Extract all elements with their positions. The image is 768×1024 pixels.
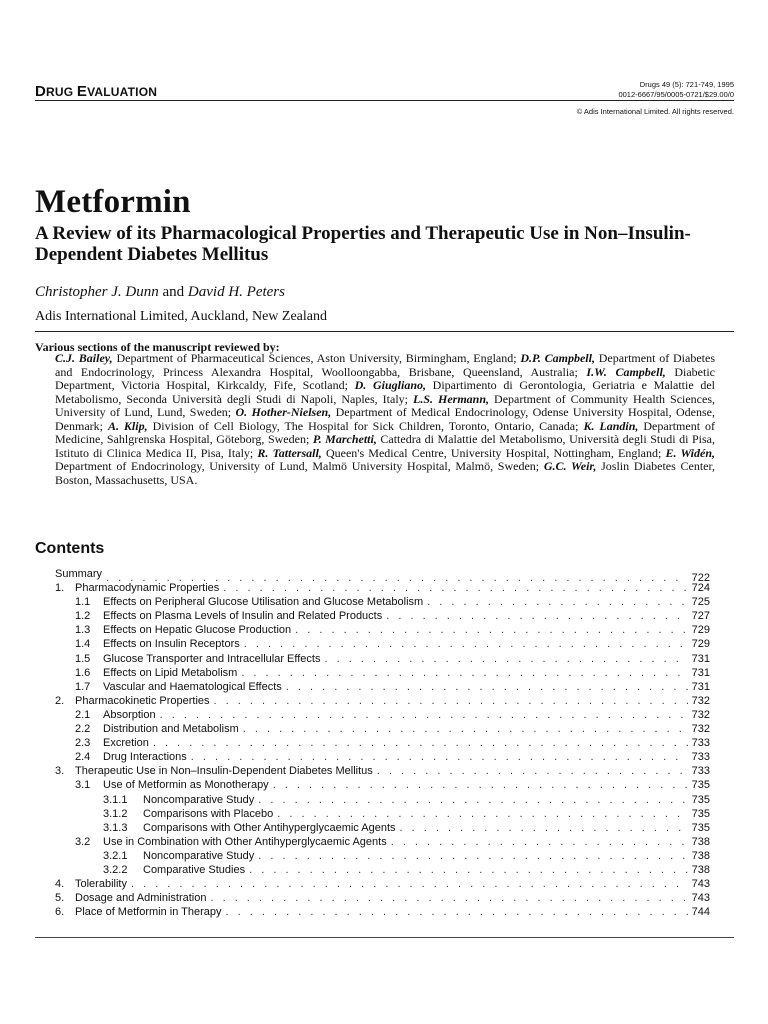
toc-entry-number: 3.2 [75, 835, 91, 848]
toc-entry[interactable] [55, 567, 710, 585]
toc-entry-label: Effects on Lipid Metabolism [103, 666, 238, 679]
toc-entry-label: Summary [55, 568, 103, 580]
toc-entry-number: 2.3 [75, 737, 91, 750]
toc-entry-number: 3.1.2 [103, 807, 128, 820]
toc-leader-dots [210, 891, 687, 905]
toc-entry-label: Vascular and Haematological Effects [103, 680, 282, 693]
toc-leader-dots [427, 595, 687, 609]
toc-entry[interactable] [55, 623, 710, 637]
toc-entry[interactable] [55, 863, 710, 877]
toc-entry-label: Glucose Transporter and Intracellular Effects [103, 652, 321, 665]
contents-heading: Contents [35, 540, 105, 557]
toc-entry-number: 1.4 [75, 638, 91, 651]
reviewer-affiliation: Department of Medical Endocrinology, Odense University Hospital, Odense, Denmark; [55, 405, 715, 433]
toc-leader-dots [153, 736, 688, 750]
reviewer-name: P. Marchetti, [312, 432, 377, 446]
toc-entry-number: 5. [55, 892, 65, 905]
reviewer-name: E. Widén, [665, 445, 716, 460]
toc-entry-page: 733 [691, 737, 710, 750]
toc-leader-dots [191, 750, 688, 764]
reviewer-affiliation: Queen's Medical Centre, University Hospital, Nottingham, England; [321, 445, 666, 460]
toc-entry-number: 3.1 [75, 779, 91, 792]
toc-entry[interactable] [55, 891, 710, 905]
reviewer-name: D.P. Campbell, [520, 351, 595, 365]
toc-entry-label: Excretion [103, 737, 149, 750]
toc-entry-number: 2. [55, 694, 65, 707]
reviewer-affiliation: Joslin Diabetes Center, Boston, Massachusetts, USA. [55, 459, 716, 487]
toc-entry-label: Comparisons with Placebo [143, 807, 274, 820]
reviewer-name: A. Klip, [107, 418, 148, 433]
citation-line: Drugs 49 (5): 721-749, 1995 [639, 80, 734, 89]
toc-entry-label: Tolerability [75, 878, 127, 891]
toc-entry-page: 724 [691, 582, 710, 595]
toc-entry-number: 1.6 [75, 666, 91, 679]
toc-leader-dots [386, 609, 687, 623]
toc-leader-dots [377, 764, 688, 778]
toc-entry-label: Drug Interactions [103, 751, 187, 764]
article-subtitle: A Review of its Pharmacological Properties and Therapeutic Use in Non–Insulin-Dependent Diabetes Mellitus [35, 223, 691, 265]
toc-entry-page: 733 [691, 751, 710, 764]
toc-leader-dots [258, 849, 687, 863]
reviewer-affiliation: Department of Medicine, Sahlgrenska Hospital, Göteborg, Sweden; [55, 418, 715, 446]
toc-entry-label: Pharmacokinetic Properties [75, 694, 210, 707]
reviewers-heading: Various sections of the manuscript reviewed by: [35, 340, 280, 354]
toc-entry-page: 735 [691, 793, 710, 806]
section-label-initial-2: E [76, 83, 88, 100]
toc-leader-dots [258, 793, 687, 807]
reviewer-affiliation: Dipartimento di Gerontologia, Geriatria e Malattie del Metabolismo, Seconda Università degli Studi di Napoli, Naples, Italy; [55, 378, 716, 406]
toc-entry-number: 1. [55, 582, 65, 595]
toc-entry[interactable] [55, 793, 710, 807]
section-label-part-2: VALUATION [87, 85, 158, 99]
toc-entry-page: 731 [691, 680, 710, 693]
toc-entry-number: 3.1.1 [103, 793, 128, 806]
toc-entry[interactable] [55, 680, 710, 694]
section-label [35, 83, 157, 100]
toc-leader-dots [241, 666, 687, 680]
toc-entry-number: 1.2 [75, 610, 91, 623]
toc-entry-page: 735 [691, 821, 710, 834]
contents-bottom-rule [35, 937, 734, 938]
toc-entry[interactable] [55, 595, 710, 609]
toc-entry-label: Dosage and Administration [75, 892, 207, 905]
author-affiliation: Adis International Limited, Auckland, New Zealand [35, 309, 327, 324]
toc-entry-page: 744 [691, 906, 710, 919]
toc-leader-dots [249, 863, 688, 877]
toc-leader-dots [286, 680, 688, 694]
toc-entry-number: 1.5 [75, 652, 91, 665]
toc-entry-label: Noncomparative Study [143, 793, 255, 806]
toc-entry-page: 738 [691, 849, 710, 862]
toc-entry-label: Therapeutic Use in Non–Insulin-Dependent Diabetes Mellitus [75, 765, 373, 778]
toc-entry-page: 732 [691, 723, 710, 736]
toc-entry-page: 738 [691, 863, 710, 876]
toc-entry[interactable] [55, 722, 710, 736]
author-separator: and [158, 284, 188, 300]
toc-entry-number: 3. [55, 765, 65, 778]
toc-entry[interactable] [55, 821, 710, 835]
author-line [35, 284, 285, 301]
toc-entry-label: Effects on Hepatic Glucose Production [103, 624, 292, 637]
publication-info [618, 80, 734, 100]
toc-entry-label: Effects on Peripheral Glucose Utilisation and Glucose Metabolism [103, 596, 424, 609]
toc-entry[interactable] [55, 581, 710, 595]
toc-entry-number: 1.3 [75, 624, 91, 637]
toc-entry-label: Place of Metformin in Therapy [75, 906, 222, 919]
journal-header [35, 80, 734, 120]
toc-leader-dots [160, 708, 688, 722]
section-label-part: RUG [46, 85, 77, 99]
toc-entry[interactable] [55, 877, 710, 891]
reviewer-affiliation: Department of Community Health Sciences, University of Lund, Lund, Sweden; [55, 391, 716, 419]
toc-leader-dots [131, 877, 688, 891]
toc-entry-label: Use in Combination with Other Antihyperglycaemic Agents [103, 835, 387, 848]
toc-entry-label: Comparative Studies [143, 863, 246, 876]
reviewer-name: C.J. Bailey, [55, 351, 113, 365]
toc-entry-label: Distribution and Metabolism [103, 723, 239, 736]
toc-entry-label: Absorption [103, 708, 156, 721]
toc-entry-page: 735 [691, 807, 710, 820]
toc-leader-dots [400, 821, 688, 835]
toc-leader-dots [391, 835, 688, 849]
reviewer-affiliation: Division of Cell Biology, The Hospital for Sick Children, Toronto, Ontario, Canada; [147, 418, 584, 433]
reviewer-affiliation: Department of Pharmaceutical Sciences, Aston University, Birmingham, England; [112, 351, 521, 365]
section-label-initial: D [35, 83, 47, 100]
toc-entry-page: 722 [691, 572, 710, 585]
author-name: David H. Peters [187, 284, 285, 300]
toc-entry-page: 732 [691, 694, 710, 707]
toc-entry[interactable] [55, 905, 710, 919]
table-of-contents [55, 567, 710, 919]
toc-entry[interactable] [55, 652, 710, 666]
toc-entry[interactable] [55, 835, 710, 849]
toc-entry[interactable] [55, 609, 710, 623]
toc-leader-dots [324, 652, 687, 666]
header-rule [35, 100, 734, 101]
reviewers-list [55, 352, 715, 487]
toc-leader-dots [295, 623, 688, 637]
toc-entry-number: 3.1.3 [103, 821, 128, 834]
toc-leader-dots [277, 807, 687, 821]
reviewer-name: G.C. Weir, [543, 459, 597, 473]
toc-entry-page: 743 [691, 878, 710, 891]
reviewer-name: L.S. Hermann, [413, 391, 490, 406]
toc-entry-page: 731 [691, 652, 710, 665]
toc-entry[interactable] [55, 764, 710, 778]
toc-entry-number: 3.2.1 [103, 849, 128, 862]
toc-entry-page: 729 [691, 638, 710, 651]
toc-entry[interactable] [55, 736, 710, 750]
toc-entry-page: 733 [691, 765, 710, 778]
reviewer-affiliation: Cattedra di Malattie del Metabolismo, Università degli Studi di Pisa, Istituto di Clinica Medica II, Pisa, Italy; [55, 432, 715, 460]
toc-entry-page: 735 [691, 779, 710, 792]
toc-entry-number: 1.1 [75, 596, 91, 609]
reviewer-name: D. Giugliano, [354, 378, 426, 392]
toc-entry-page: 729 [691, 624, 710, 637]
reviewer-affiliation: Department of Endocrinology, University of Lund, Malmö University Hospital, Malmö, Sweden; [55, 459, 544, 473]
copyright-notice: © Adis International Limited. All rights reserved. [576, 107, 734, 116]
reviewer-name: K. Landin, [583, 418, 639, 433]
toc-entry-number: 1.7 [75, 680, 91, 693]
toc-leader-dots [226, 905, 688, 919]
toc-entry-label: Pharmacodynamic Properties [75, 582, 220, 595]
toc-entry[interactable] [55, 807, 710, 821]
reviewer-affiliation: Department of Diabetes and Endocrinology, Princess Alexandra Hospital, Woolloongabba, Brisbane, Queensland, Australia; [55, 351, 715, 379]
toc-entry[interactable] [55, 694, 710, 708]
toc-entry-page: 731 [691, 666, 710, 679]
author-name: Christopher J. Dunn [35, 284, 159, 300]
toc-entry-number: 3.2.2 [103, 863, 128, 876]
toc-leader-dots [223, 581, 687, 595]
toc-entry-page: 732 [691, 708, 710, 721]
toc-entry[interactable] [55, 637, 710, 651]
toc-entry-label: Effects on Insulin Receptors [103, 638, 240, 651]
toc-entry-number: 2.2 [75, 723, 91, 736]
toc-entry[interactable] [55, 849, 710, 863]
toc-leader-dots [243, 722, 688, 736]
reviewer-name: R. Tattersall, [257, 445, 322, 460]
toc-entry-page: 743 [691, 892, 710, 905]
toc-entry-number: 4. [55, 878, 65, 891]
toc-entry-page: 727 [691, 610, 710, 623]
toc-entry[interactable] [55, 778, 710, 792]
toc-entry-number: 2.1 [75, 708, 91, 721]
reviewer-affiliation: Diabetic Department, Victoria Hospital, Kirkcaldy, Fife, Scotland; [55, 364, 715, 392]
reviewer-name: I.W. Campbell, [586, 364, 666, 379]
toc-entry-page: 738 [691, 835, 710, 848]
toc-entry-label: Comparisons with Other Antihyperglycaemic Agents [143, 821, 396, 834]
toc-entry-page: 725 [691, 596, 710, 609]
toc-leader-dots [214, 694, 688, 708]
toc-entry[interactable] [55, 666, 710, 680]
affiliation-rule [35, 331, 734, 332]
toc-entry-label: Noncomparative Study [143, 849, 255, 862]
article-title: Metformin [35, 184, 191, 220]
toc-entry[interactable] [55, 750, 710, 764]
toc-entry-number: 2.4 [75, 751, 91, 764]
toc-entry[interactable] [55, 708, 710, 722]
reviewer-name: O. Hother-Nielsen, [235, 405, 332, 419]
issn-line: 0012-6667/95/0005-0721/$29.00/0 [618, 90, 734, 99]
toc-leader-dots [273, 778, 688, 792]
toc-entry-label: Effects on Plasma Levels of Insulin and Related Products [103, 610, 383, 623]
toc-entry-label: Use of Metformin as Monotherapy [103, 779, 269, 792]
toc-leader-dots [244, 637, 688, 651]
toc-entry-number: 6. [55, 906, 65, 919]
